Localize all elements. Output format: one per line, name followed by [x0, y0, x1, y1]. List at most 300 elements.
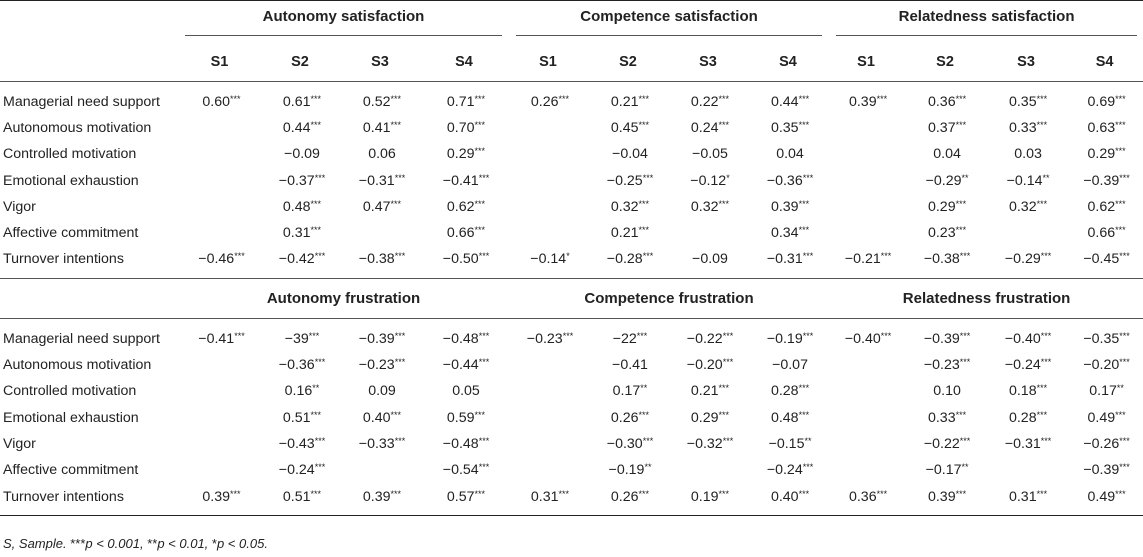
significance-stars: ***	[638, 488, 650, 499]
value-cell	[508, 167, 588, 193]
value-cell	[508, 141, 588, 167]
significance-stars: ***	[642, 435, 654, 446]
significance-stars: ***	[1040, 330, 1052, 341]
coefficient: −0.20	[1083, 357, 1120, 374]
value-cell	[1066, 220, 1143, 246]
significance-stars: **	[640, 383, 648, 394]
coefficient: −0.22	[686, 330, 723, 347]
coefficient: −0.41	[442, 172, 479, 189]
value-cell	[179, 167, 260, 193]
value-cell	[748, 352, 828, 378]
row-label: Controlled motivation	[3, 383, 137, 400]
significance-stars: ***	[478, 172, 490, 183]
significance-stars: ***	[1040, 251, 1052, 262]
coefficient: 0.61	[282, 93, 311, 110]
significance-stars: ***	[1119, 172, 1130, 183]
bottom-group-header-row	[0, 279, 1143, 319]
coefficient: −0.24	[1004, 357, 1041, 374]
coefficient: 0.17	[612, 383, 641, 400]
significance-stars: ***	[230, 488, 241, 499]
coefficient: 0.60	[202, 93, 231, 110]
value-cell	[668, 141, 748, 167]
value-cell	[179, 141, 260, 167]
value-cell	[748, 194, 828, 220]
coefficient: 0.70	[446, 119, 475, 136]
coefficient: −0.46	[198, 251, 235, 268]
row-label: Controlled motivation	[3, 146, 137, 163]
significance-stars: ***	[802, 172, 814, 183]
coefficient: 0.71	[446, 93, 475, 110]
value-cell	[260, 378, 340, 404]
significance-stars: ***	[798, 119, 810, 130]
coefficient: 0.34	[770, 225, 799, 242]
value-cell	[986, 483, 1066, 509]
value-cell	[904, 194, 986, 220]
coefficient: 0.22	[690, 93, 719, 110]
significance-stars: *	[566, 251, 570, 262]
value-cell	[588, 194, 668, 220]
significance-stars: ***	[310, 119, 322, 130]
value-cell	[340, 194, 420, 220]
coefficient: −0.29	[925, 172, 962, 189]
significance-stars: ***	[390, 93, 402, 104]
value-cell	[748, 457, 828, 483]
significance-stars: ***	[390, 488, 402, 499]
coefficient: −0.22	[923, 435, 960, 452]
table-row	[0, 352, 1143, 378]
value-cell	[828, 220, 904, 246]
coefficient: −0.32	[686, 435, 723, 452]
coefficient: 0.32	[690, 198, 719, 215]
significance-stars: ***	[1115, 119, 1126, 130]
value-cell	[420, 483, 508, 509]
value-cell	[340, 167, 420, 193]
significance-stars: ***	[1036, 198, 1048, 209]
value-cell	[508, 115, 588, 141]
value-cell	[588, 352, 668, 378]
significance-stars: **	[644, 462, 652, 473]
value-cell	[828, 141, 904, 167]
coefficient: 0.24	[690, 119, 719, 136]
value-cell	[904, 352, 986, 378]
value-cell	[588, 246, 668, 272]
significance-stars: ***	[474, 198, 486, 209]
value-cell	[340, 326, 420, 352]
value-cell	[1066, 89, 1143, 115]
coefficient: 0.40	[362, 409, 391, 426]
significance-stars: ***	[474, 225, 486, 236]
table-row	[0, 167, 1143, 193]
coefficient: −0.38	[923, 251, 960, 268]
coefficient: −0.41	[612, 357, 648, 374]
value-cell	[340, 378, 420, 404]
significance-stars: ***	[310, 198, 322, 209]
significance-stars: ***	[955, 93, 967, 104]
coefficient: −22	[612, 330, 637, 347]
value-cell	[1066, 431, 1143, 457]
value-cell	[1066, 194, 1143, 220]
significance-stars: ***	[880, 251, 892, 262]
coefficient: −0.21	[844, 251, 881, 268]
coefficient: 0.36	[848, 488, 877, 505]
significance-stars: ***	[636, 330, 648, 341]
value-cell	[179, 378, 260, 404]
coefficient: 0.39	[848, 93, 877, 110]
value-cell	[420, 141, 508, 167]
coefficient: 0.48	[770, 409, 799, 426]
value-cell	[420, 220, 508, 246]
significance-stars: ***	[1036, 383, 1048, 394]
group-title: Competence frustration	[584, 290, 754, 308]
coefficient: 0.44	[770, 93, 799, 110]
coefficient: −0.19	[766, 330, 803, 347]
value-cell	[986, 89, 1066, 115]
value-cell	[179, 352, 260, 378]
value-cell	[668, 194, 748, 220]
coefficient: 0.26	[530, 93, 559, 110]
coefficient: −0.40	[844, 330, 881, 347]
significance-stars: ***	[474, 488, 486, 499]
coefficient: 0.18	[1008, 383, 1037, 400]
value-cell	[748, 483, 828, 509]
coefficient: −39	[284, 330, 309, 347]
value-cell	[420, 194, 508, 220]
significance-stars: ***	[718, 409, 730, 420]
significance-stars: ***	[1119, 357, 1130, 368]
value-cell	[828, 483, 904, 509]
value-cell	[508, 326, 588, 352]
value-cell	[904, 431, 986, 457]
coefficient: 0.51	[282, 488, 311, 505]
coefficient: −0.44	[442, 357, 479, 374]
row-label: Autonomous motivation	[3, 119, 152, 136]
value-cell	[260, 246, 340, 272]
bottom-group-header	[828, 279, 1143, 319]
row-label: Autonomous motivation	[3, 357, 152, 374]
value-cell	[668, 89, 748, 115]
coefficient: 0.41	[362, 119, 391, 136]
value-cell	[748, 246, 828, 272]
coefficient: 0.29	[690, 409, 719, 426]
value-cell	[828, 167, 904, 193]
significance-stars: ***	[876, 488, 888, 499]
sample-header: S4	[779, 54, 797, 71]
coefficient: 0.49	[1087, 409, 1116, 426]
coefficient: −0.40	[1004, 330, 1041, 347]
coefficient: 0.62	[1087, 198, 1116, 215]
header-spacer	[0, 279, 179, 319]
coefficient: 0.57	[446, 488, 475, 505]
coefficient: 0.39	[362, 488, 391, 505]
value-cell	[340, 431, 420, 457]
significance-stars: ***	[722, 435, 734, 446]
significance-stars: ***	[558, 93, 570, 104]
significance-stars: ***	[314, 462, 326, 473]
header-spacer	[0, 44, 179, 82]
value-cell	[340, 404, 420, 430]
significance-stars: ***	[798, 383, 810, 394]
value-cell	[588, 378, 668, 404]
table-row	[0, 115, 1143, 141]
value-cell	[904, 457, 986, 483]
sample-header: S4	[1095, 54, 1114, 71]
coefficient: 0.49	[1087, 488, 1116, 505]
coefficient: 0.66	[446, 225, 475, 242]
value-cell	[179, 246, 260, 272]
significance-stars: *	[726, 172, 730, 183]
significance-stars: ***	[876, 93, 888, 104]
coefficient: 0.31	[282, 225, 311, 242]
coefficient: 0.21	[690, 383, 719, 400]
footnote-lead: S, Sample.	[3, 536, 71, 551]
value-cell	[179, 404, 260, 430]
row-label: Turnover intentions	[3, 488, 124, 505]
coefficient: −0.48	[442, 435, 479, 452]
coefficient: 0.06	[368, 146, 396, 163]
significance-stars: ***	[1115, 488, 1126, 499]
significance-stars: ***	[394, 330, 406, 341]
significance-stars: ***	[478, 357, 490, 368]
significance-stars: ***	[798, 198, 810, 209]
coefficient: −0.31	[766, 251, 803, 268]
value-cell	[668, 483, 748, 509]
coefficient: −0.23	[923, 357, 960, 374]
significance-stars: ***	[478, 251, 490, 262]
significance-stars: ***	[1119, 330, 1130, 341]
value-cell	[748, 89, 828, 115]
significance-stars: ***	[1115, 198, 1126, 209]
significance-stars: ***	[390, 119, 402, 130]
value-cell	[828, 246, 904, 272]
significance-stars: ***	[638, 225, 650, 236]
coefficient: −0.19	[608, 462, 645, 479]
significance-stars: ***	[230, 93, 241, 104]
value-cell	[904, 167, 986, 193]
value-cell	[828, 115, 904, 141]
value-cell	[1066, 483, 1143, 509]
value-cell	[420, 404, 508, 430]
value-cell	[260, 431, 340, 457]
significance-stars: ***	[474, 146, 486, 157]
value-cell	[340, 483, 420, 509]
value-cell	[904, 89, 986, 115]
coefficient: 0.28	[770, 383, 799, 400]
significance-stars: ***	[955, 119, 967, 130]
footnote-stars: **	[147, 536, 158, 551]
coefficient: 0.21	[610, 225, 639, 242]
significance-stars: ***	[1115, 225, 1126, 236]
value-cell	[828, 431, 904, 457]
coefficient: 0.52	[362, 93, 391, 110]
coefficient: 0.04	[776, 146, 804, 163]
coefficient: −0.09	[692, 251, 728, 268]
value-cell	[668, 167, 748, 193]
sample-header: S3	[1017, 54, 1035, 71]
value-cell	[668, 431, 748, 457]
value-cell	[179, 457, 260, 483]
coefficient: −0.33	[358, 435, 395, 452]
value-cell	[1066, 167, 1143, 193]
coefficient: −0.12	[690, 172, 727, 189]
value-cell	[748, 115, 828, 141]
value-cell	[986, 141, 1066, 167]
value-cell	[986, 431, 1066, 457]
value-cell	[508, 483, 588, 509]
footnote-stars: ***	[70, 536, 86, 551]
significance-stars: ***	[955, 488, 967, 499]
significance-stars: ***	[638, 409, 650, 420]
coefficient: 0.35	[1008, 93, 1037, 110]
value-cell	[668, 352, 748, 378]
row-label: Turnover intentions	[3, 251, 124, 268]
coefficient: 0.45	[610, 119, 639, 136]
value-cell	[986, 194, 1066, 220]
significance-stars: ***	[642, 172, 654, 183]
sample-header: S2	[619, 54, 637, 71]
value-cell	[904, 483, 986, 509]
separator-row	[0, 82, 1143, 89]
table-row	[0, 378, 1143, 404]
coefficient: −0.23	[526, 330, 563, 347]
group-title: Autonomy satisfaction	[185, 8, 502, 36]
coefficient: 0.28	[1008, 409, 1037, 426]
coefficient: 0.40	[770, 488, 799, 505]
separator-row	[0, 319, 1143, 326]
value-cell	[420, 246, 508, 272]
significance-stars: ***	[955, 225, 967, 236]
value-cell	[748, 167, 828, 193]
coefficient: 0.66	[1087, 225, 1116, 242]
value-cell	[904, 220, 986, 246]
value-cell	[340, 457, 420, 483]
value-cell	[340, 89, 420, 115]
footnote-p05	[212, 536, 268, 551]
top-group-header	[179, 1, 508, 44]
significance-stars: **	[1116, 383, 1124, 394]
row-label: Managerial need support	[3, 330, 160, 347]
significance-stars: ***	[959, 330, 971, 341]
significance-stars: ***	[955, 409, 967, 420]
coefficient: 0.19	[690, 488, 719, 505]
value-cell	[508, 431, 588, 457]
top-group-header	[508, 1, 828, 44]
significance-stars: ***	[474, 93, 486, 104]
significance-stars: ***	[478, 462, 490, 473]
table-row	[0, 483, 1143, 509]
value-cell	[748, 431, 828, 457]
significance-stars: ***	[314, 357, 326, 368]
significance-stars: ***	[394, 357, 406, 368]
sample-header: S1	[857, 54, 875, 71]
value-cell	[420, 457, 508, 483]
coefficient: −0.54	[442, 462, 479, 479]
value-cell	[508, 352, 588, 378]
divider	[0, 510, 1143, 516]
value-cell	[986, 220, 1066, 246]
significance-stars: **	[312, 383, 320, 394]
value-cell	[668, 457, 748, 483]
sample-header: S3	[699, 54, 717, 71]
value-cell	[986, 326, 1066, 352]
value-cell	[340, 220, 420, 246]
value-cell	[828, 194, 904, 220]
top-group-header-row	[0, 1, 1143, 44]
coefficient: −0.36	[278, 357, 315, 374]
significance-stars: ***	[234, 330, 245, 341]
significance-stars: ***	[234, 251, 245, 262]
group-title: Relatedness frustration	[902, 290, 1071, 308]
value-cell	[904, 326, 986, 352]
value-cell	[420, 378, 508, 404]
sample-header: S4	[455, 54, 473, 71]
coefficient: −0.48	[442, 330, 479, 347]
coefficient: −0.50	[442, 251, 479, 268]
significance-stars: ***	[314, 172, 326, 183]
significance-stars: ***	[798, 409, 810, 420]
value-cell	[986, 246, 1066, 272]
value-cell	[668, 115, 748, 141]
coefficient: −0.42	[278, 251, 315, 268]
value-cell	[904, 141, 986, 167]
divider	[0, 82, 1143, 89]
coefficient: 0.05	[452, 383, 480, 400]
value-cell	[1066, 246, 1143, 272]
table-row	[0, 457, 1143, 483]
coefficient: 0.48	[282, 198, 311, 215]
coefficient: 0.31	[530, 488, 559, 505]
coefficient: 0.17	[1089, 383, 1117, 400]
coefficient: 0.26	[610, 488, 639, 505]
value-cell	[904, 115, 986, 141]
value-cell	[260, 457, 340, 483]
value-cell	[420, 326, 508, 352]
coefficient: −0.14	[1006, 172, 1043, 189]
value-cell	[260, 483, 340, 509]
table-row	[0, 431, 1143, 457]
coefficient: 0.59	[446, 409, 475, 426]
table-row	[0, 246, 1143, 272]
coefficient: 0.69	[1087, 93, 1116, 110]
sample-header: S1	[539, 54, 557, 71]
significance-stars: **	[1042, 172, 1050, 183]
significance-stars: ***	[718, 488, 730, 499]
value-cell	[340, 352, 420, 378]
table-row	[0, 141, 1143, 167]
value-cell	[260, 194, 340, 220]
coefficient: −0.05	[692, 146, 728, 163]
significance-stars: ***	[642, 251, 654, 262]
coefficient: 0.37	[927, 119, 956, 136]
coefficient: −0.37	[278, 172, 315, 189]
value-cell	[668, 220, 748, 246]
group-title: Autonomy frustration	[266, 290, 421, 308]
value-cell	[179, 220, 260, 246]
value-cell	[748, 378, 828, 404]
coefficient: 0.39	[770, 198, 799, 215]
value-cell	[179, 483, 260, 509]
coefficient: 0.10	[933, 383, 961, 400]
coefficient: 0.62	[446, 198, 475, 215]
value-cell	[340, 141, 420, 167]
significance-stars: ***	[1119, 251, 1130, 262]
value-cell	[1066, 378, 1143, 404]
coefficient: 0.29	[927, 198, 956, 215]
footnote-text: p < 0.001,	[85, 536, 148, 551]
value-cell	[986, 115, 1066, 141]
coefficient: 0.36	[927, 93, 956, 110]
significance-stars: ***	[1036, 488, 1048, 499]
coefficient: 0.31	[1008, 488, 1037, 505]
